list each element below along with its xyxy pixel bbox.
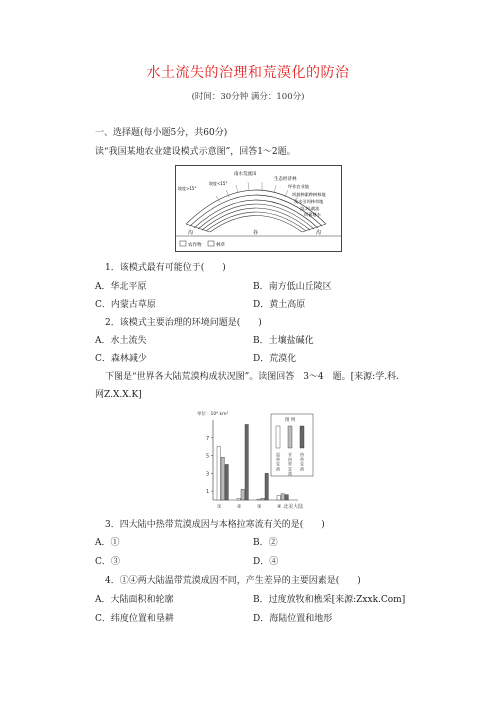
chart-legend-label-char: 漠	[276, 466, 280, 472]
chart-bar	[237, 498, 240, 500]
fig1-label-top-right: 生态经济林	[274, 177, 297, 182]
chart-legend-label-char: 荒	[288, 466, 292, 472]
chart-ytick-label: 1	[206, 489, 210, 496]
desert-bar-chart	[195, 408, 320, 516]
chart-legend-label-char: 带	[300, 456, 304, 462]
chart-bar	[265, 473, 268, 500]
fig1-label-bottom-right: 沟	[316, 230, 322, 236]
chart-bar	[241, 489, 244, 500]
fig1-label-area2: 坡度<15°	[209, 181, 228, 186]
chart-category-label: ④ 北美大陆	[277, 504, 304, 510]
q4-option-a[interactable]: A．大陆面积和轮廓	[95, 595, 174, 605]
chart-legend-swatch	[276, 426, 280, 448]
q3-stem: 3．四大陆中热带荒漠成因与本格拉寒流有关的是( )	[105, 520, 325, 530]
chart-legend-label-char: 漠	[300, 466, 304, 472]
chart-legend-label-char: 带	[276, 456, 280, 462]
q4-option-b[interactable]: B．过度放牧和樵采[来源:Zxxk.Com]	[253, 595, 406, 605]
chart-category-label: ②	[237, 504, 242, 510]
fig1-label-r1: 坪作农业地	[288, 184, 309, 189]
q2-option-c[interactable]: C．森林减少	[95, 354, 147, 364]
chart-legend-label-char: 漠	[288, 471, 292, 477]
chart-ytick-label: 5	[206, 453, 210, 460]
fig1-label-bottom-left: 沟	[188, 230, 194, 236]
page-subtitle: (时间：30分钟 满分：100分)	[191, 92, 305, 102]
chart-legend-label-char: 热	[300, 452, 304, 457]
chart-legend-swatch	[300, 426, 304, 448]
chart-legend-label-char: 亚	[288, 452, 292, 457]
intro-q3-4-line2: 网Z.X.X.K]	[95, 390, 142, 400]
fig1-label-r4: 沟,坝,截流	[300, 206, 320, 211]
chart-ytick-label: 7	[206, 435, 210, 442]
q4-option-d[interactable]: D．海陆位置和地形	[253, 614, 333, 624]
q3-option-c[interactable]: C．③	[95, 557, 120, 567]
q1-option-a[interactable]: A．华北平原	[95, 282, 147, 292]
chart-bar	[281, 494, 284, 500]
chart-legend-label-char: 带	[288, 461, 292, 467]
chart-bar	[257, 499, 260, 500]
fig1-label-r3: 及水引坝林草地	[294, 199, 324, 204]
q2-option-b[interactable]: B．土壤盐碱化	[253, 336, 314, 346]
chart-bar	[217, 447, 220, 500]
q3-option-b[interactable]: B．②	[253, 538, 278, 548]
chart-ylabel: 单位：10⁶ km²	[197, 412, 229, 417]
fig1-label-area1: 坡度>15°	[178, 186, 197, 191]
chart-ytick-label: 3	[206, 471, 210, 478]
chart-bar	[261, 498, 264, 500]
q1-option-c[interactable]: C．内蒙古草原	[95, 300, 156, 310]
fig1-label-top-center: 南水荒流田	[234, 172, 257, 177]
chart-bar	[221, 457, 224, 500]
q2-stem: 2．该模式主要治理的环境问题是( )	[105, 318, 262, 328]
chart-category-label: ③	[257, 504, 262, 510]
chart-legend-label-char: 温	[276, 452, 280, 457]
legend-forest-swatch	[208, 241, 214, 246]
q1-option-b[interactable]: B．南方低山丘陵区	[253, 282, 332, 292]
q4-stem: 4．①④两大陆温带荒漠成因不同，产生差异的主要因素是( )	[105, 576, 361, 586]
q2-option-d[interactable]: D．荒漠化	[253, 354, 297, 364]
fig1-label-bottom-mid: 谷	[253, 230, 259, 236]
q3-option-a[interactable]: A．①	[95, 538, 120, 548]
chart-bar	[225, 464, 228, 500]
intro-q3-4-line1: 下图是“世界各大陆荒漠构成状况图”。读图回答 3～4 题。[来源:学.科.	[105, 372, 399, 382]
chart-legend-swatch	[288, 426, 292, 448]
q4-option-c[interactable]: C．纬度位置和垦耕	[95, 614, 174, 624]
q2-option-a[interactable]: A．水土流失	[95, 336, 147, 346]
agriculture-model-figure	[175, 165, 342, 252]
chart-legend-label-char: 荒	[276, 461, 280, 467]
legend-crop-swatch	[180, 241, 186, 246]
page-title: 水土流失的治理和荒漠化的防治	[146, 65, 350, 81]
chart-category-label: ①	[217, 504, 222, 510]
chart-legend-title: 图 例	[285, 418, 296, 423]
chart-bar	[277, 496, 280, 500]
chart-legend-label-char: 热	[288, 456, 292, 462]
chart-bar	[285, 495, 288, 500]
fig1-label-r5: 坝蓄塘水	[304, 212, 321, 217]
q3-option-d[interactable]: D．④	[253, 557, 279, 567]
fig1-label-r2: 坝坡种素种树林地	[292, 192, 326, 197]
q1-stem: 1．该模式最有可能位于( )	[105, 263, 226, 273]
fig1-legend-crop: 农作物	[188, 243, 202, 248]
fig1-legend-forest: 林草	[216, 243, 225, 248]
chart-bar	[245, 424, 248, 500]
q1-option-d[interactable]: D．黄土高原	[253, 300, 306, 310]
chart-legend-label-char: 荒	[300, 461, 304, 467]
intro-q1-2: 读“我国某地农业建设模式示意图”，回答1～2题。	[95, 147, 296, 157]
section-heading: 一、选择题(每小题5分，共60分)	[95, 128, 228, 138]
